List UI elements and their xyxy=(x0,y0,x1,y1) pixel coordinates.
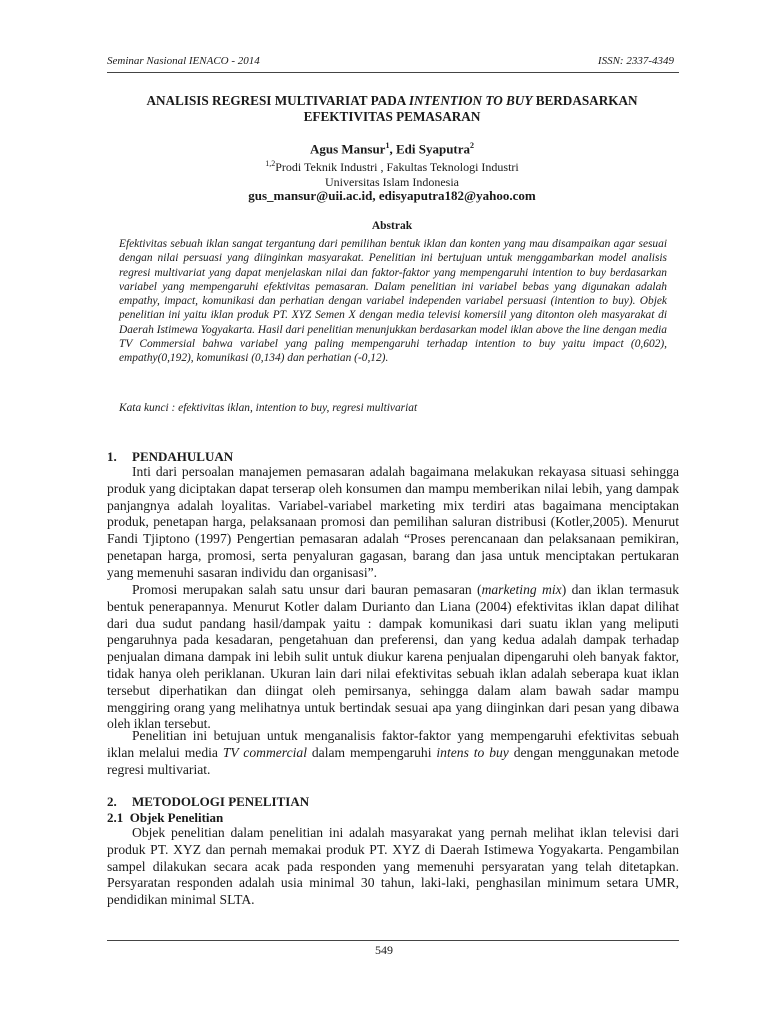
abstract-heading: Abstrak xyxy=(371,220,413,232)
paper-title xyxy=(107,93,677,125)
paragraph xyxy=(107,582,679,733)
subsection-title: Objek Penelitian xyxy=(129,810,224,825)
affiliation-line-1: Prodi Teknik Industri , Fakultas Teknologi Industri xyxy=(275,160,519,174)
paragraph-text: dalam mempengaruhi xyxy=(306,744,437,760)
paragraph-text: ) dan iklan termasuk bentuk penerapannya. Menurut Kotler dalam Durianto dan Liana (2004) efektivitas iklan dapat dilihat dari dua sudut pandang hasil/dampak yaitu : dampak komunikasi dari suatu iklan yang meliputi pengaruhnya pada kesadaran, pengetahuan dan preferensi, dan yang kedua adalah dampak terhadap penjualan dimana dampak ini lebih sulit untuk diukur karena penjualan dipengaruhi oleh banyak faktor, tidak hanya oleh periklanan. Ukuran lain dari nilai efektivitas sebuah iklan adalah seberapa kuat iklan tersebut diperhatikan dan diingat oleh pemirsanya, sehingga dalam alam bawah sadar mampu menggiring orang yang melihatnya untuk bertindak sesuai apa yang diinginkan dari pesan yang dibawa oleh iklan tersebut. xyxy=(107,582,680,732)
section-heading-introduction xyxy=(107,449,233,465)
paragraph-emphasis: marketing mix xyxy=(481,582,562,597)
author-name-1: Agus Mansur xyxy=(309,141,386,157)
author-name-2: Edi Syaputra xyxy=(395,141,471,157)
author-sup-1: 1 xyxy=(385,141,390,150)
header-rule xyxy=(107,72,679,73)
footer-rule xyxy=(107,940,679,941)
keywords: Kata kunci : efektivitas iklan, intention to buy, regresi multivariat xyxy=(119,402,418,414)
subsection-number: 2.1 xyxy=(107,810,124,825)
paragraph-text: dengan menggunakan metode regresi multivariat. xyxy=(107,744,679,777)
title-text-a: ANALISIS REGRESI MULTIVARIAT PADA xyxy=(146,93,409,108)
affiliation-line-2: Universitas Islam Indonesia xyxy=(325,175,459,189)
paragraph-emphasis: intens to buy xyxy=(436,744,509,760)
author-separator: , xyxy=(389,141,396,157)
author-list xyxy=(107,141,677,157)
page-number: 549 xyxy=(375,943,393,957)
affiliation-sup: 1,2 xyxy=(265,159,276,168)
paragraph: Inti dari persoalan manajemen pemasaran adalah bagaimana melakukan rekayasa situasi sehingga produk yang diciptakan dapat terserap oleh konsumen dan mampu memberikan nilai lebih, yang dampak panjangnya adalah loyalitas. Variabel-variabel marketing mix terdiri atas bagaimana menciptakan produk, penetapan harga, pelaksanaan promosi dan pemilihan saluran distribusi (Kotler,2005). Menurut Fandi Tjiptono (1997) Pengertian pemasaran adalah “Proses perencanaan dan pelaksanaan pemikiran, penetapan harga, promosi, serta penyaluran gagasan, barang dan jasa untuk menciptakan pertukaran yang memenuhi sasaran individu dan organisasi”. xyxy=(107,464,679,580)
paragraph-text: Promosi merupakan salah satu unsur dari bauran pemasaran ( xyxy=(132,582,482,597)
section-heading-methodology xyxy=(107,794,309,810)
title-text-b: BERDASARKAN xyxy=(532,93,638,108)
running-header-conference: Seminar Nasional IENACO - 2014 xyxy=(107,55,260,67)
subsection-heading xyxy=(107,810,223,826)
section-number: 2. xyxy=(107,794,117,809)
section-title: METODOLOGI PENELITIAN xyxy=(132,794,310,809)
affiliation xyxy=(107,156,677,190)
running-header-issn: ISSN: 2337-4349 xyxy=(597,55,674,67)
title-line2: EFEKTIVITAS PEMASARAN xyxy=(303,109,481,124)
author-emails: gus_mansur@uii.ac.id, edisyaputra182@yahoo.com xyxy=(248,188,536,203)
abstract-text: Efektivitas sebuah iklan sangat tergantung dari pemilihan bentuk iklan dan konten yang mau disampaikan agar sesuai dengan nilai persuasi yang diinginkan masyarakat. Penelitian ini bertujuan untuk menggambarkan model analisis regresi multivariat yang dapat menjelaskan nilai dan faktor-faktor yang mempengaruhi intention to buy berdasarkan variabel yang mempengaruhi efektivitas pemasaran. Dalam penelitian ini variabel bebas yang digunakan adalah empathy, impact, komunikasi dan perhatian dengan variabel independen variabel persuasi (intention to buy). Objek penelitian ini yaitu iklan produk PT. XYZ Semen X dengan media televisi komersiil yang ditonton oleh masyarakat di Daerah Istimewa Yogyakarta. Hasil dari penelitian menunjukkan berdasarkan model iklan above the line dengan media TV Commersial bahwa variabel yang paling mempengaruhi terhadap intention to buy yaitu impact (0,602), empathy(0,192), komunikasi (0,134) dan perhatian (-0,12). xyxy=(119,238,667,365)
paragraph-text: Penelitian ini betujuan untuk menganalisis faktor-faktor yang mempengaruhi efektivitas sebuah iklan melalui media xyxy=(107,728,679,760)
title-text-emphasis: INTENTION TO BUY xyxy=(408,93,533,108)
section-title: PENDAHULUAN xyxy=(132,449,234,464)
paragraph: Objek penelitian dalam penelitian ini adalah masyarakat yang pernah melihat iklan televisi dari produk PT. XYZ dan pernah memakai produk PT. XYZ di Daerah Istimewa Yogyakarta. Pengambilan sampel dilakukan secara acak pada responden yang memenuhi persyaratan yang telah ditetapkan. Persyaratan responden adalah usia minimal 30 tahun, laki-laki, penghasilan minimum setara UMR, pendidikan minimal SLTA. xyxy=(107,825,679,908)
section-number: 1. xyxy=(107,449,117,464)
paragraph-emphasis: TV commercial xyxy=(222,744,307,760)
author-sup-2: 2 xyxy=(470,141,475,150)
paragraph xyxy=(107,728,679,778)
